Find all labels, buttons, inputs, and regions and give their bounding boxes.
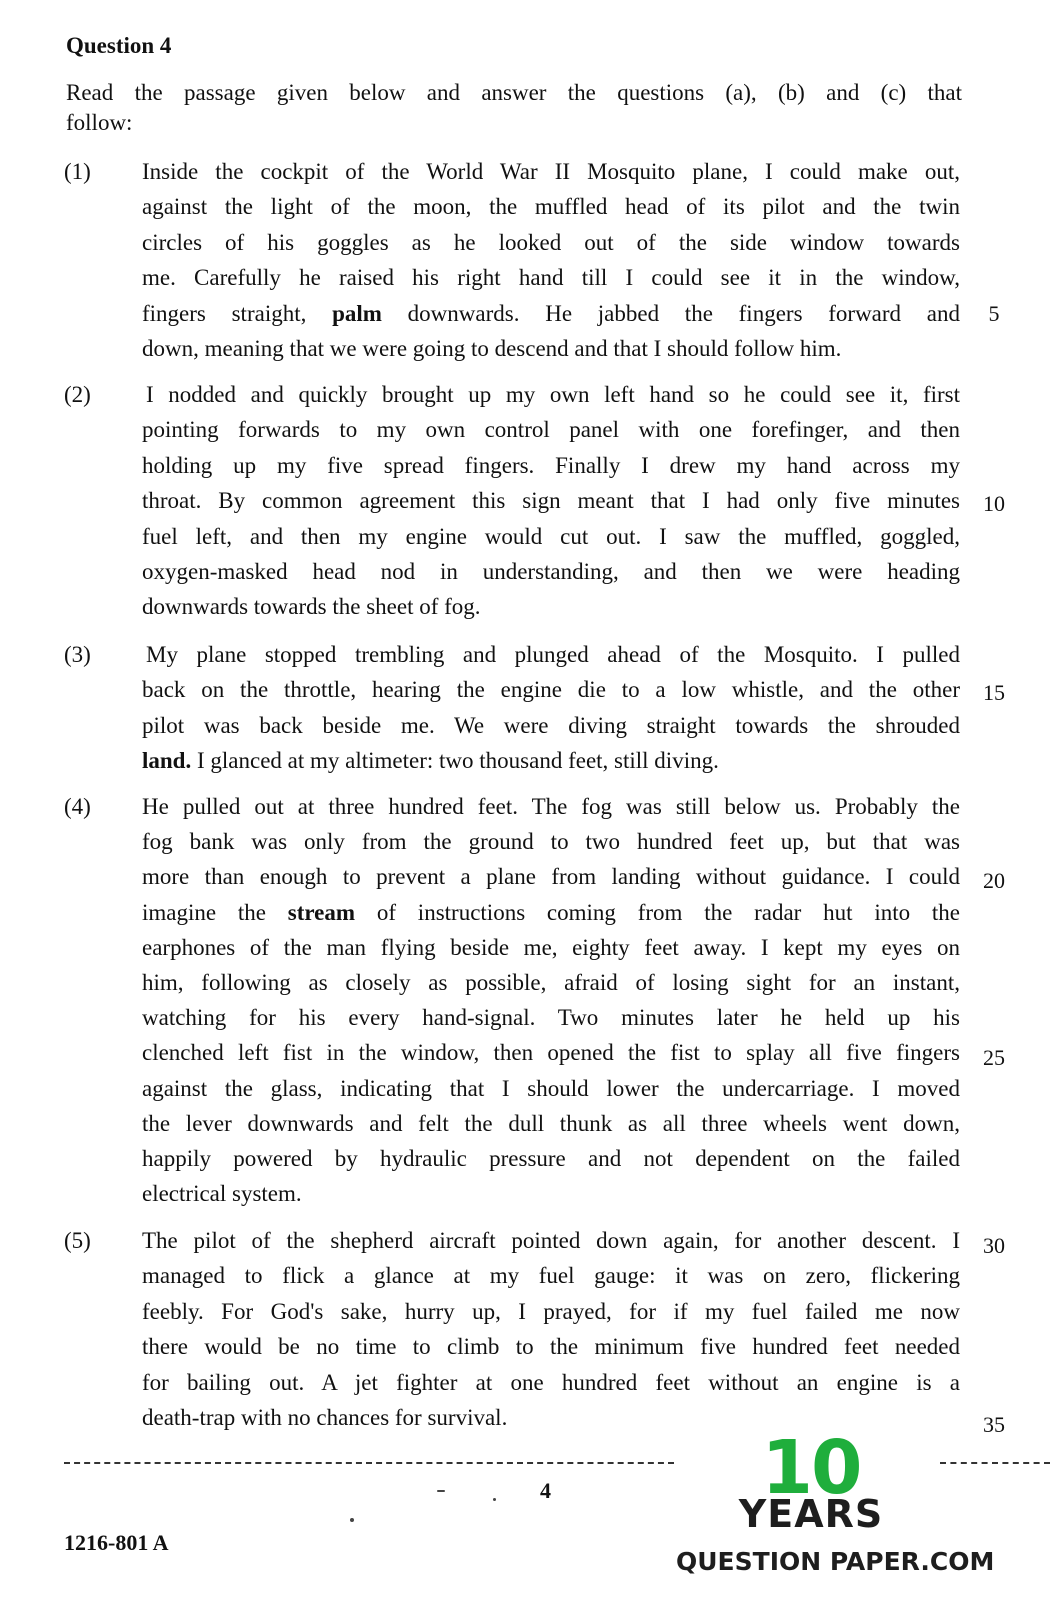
paragraph-text: [142, 154, 960, 366]
passage-line: oxygen-masked head nod in understanding, and then we were heading: [142, 559, 960, 585]
passage-line: fuel left, and then my engine would cut out. I saw the muffled, goggled,: [142, 523, 960, 549]
line-number-marker: 10: [983, 491, 1005, 516]
passage-line: against the glass, indicating that I should lower the undercarriage. I moved: [142, 1075, 960, 1101]
passage-line: pilot was back beside me. We were diving straight towards the shrouded: [142, 712, 960, 738]
paragraph-number: (4): [64, 794, 91, 819]
passage-line: watching for his every hand-signal. Two minutes later he held up his: [142, 1005, 960, 1031]
line-number-marker: 30: [983, 1233, 1005, 1258]
passage-line: me. Carefully he raised his right hand till I could see it in the window,: [142, 265, 960, 291]
paragraph-number: (3): [64, 642, 91, 667]
paragraph-number: (2): [64, 382, 91, 407]
passage-line: down, meaning that we were going to descend and that I should follow him.: [142, 336, 842, 362]
passage-line: back on the throttle, hearing the engine die to a low whistle, and the other: [142, 677, 960, 703]
line-number-marker: 35: [983, 1412, 1005, 1437]
passage-line: My plane stopped trembling and plunged ahead of the Mosquito. I pulled: [146, 642, 960, 667]
passage-line: circles of his goggles as he looked out of the side window towards: [142, 229, 960, 255]
footer-rule-right: [940, 1462, 1050, 1464]
paper-code: 1216-801 A: [64, 1530, 169, 1555]
passage-line: throat. By common agreement this sign meant that I had only five minutes: [142, 488, 960, 514]
paragraph-number: (5): [64, 1228, 91, 1253]
passage-line: downwards towards the sheet of fog.: [142, 594, 481, 620]
passage-line: feebly. For God's sake, hurry up, I prayed, for if my fuel failed me now: [142, 1298, 960, 1324]
page-number: 4: [540, 1478, 551, 1503]
passage-line: for bailing out. A jet fighter at one hundred feet without an engine is a: [142, 1369, 960, 1395]
line-number-marker: 25: [983, 1045, 1005, 1070]
line-number-marker: 15: [983, 680, 1005, 705]
logo-number: 10: [761, 1425, 861, 1511]
passage-line: fog bank was only from the ground to two hundred feet up, but that was: [142, 829, 960, 855]
paragraph-number: (1): [64, 159, 91, 184]
passage-line: I nodded and quickly brought up my own left hand so he could see it, first: [146, 382, 960, 407]
passage-line: pointing forwards to my own control panel with one forefinger, and then: [142, 417, 960, 443]
paragraph-text: [142, 637, 960, 779]
passage-line: him, following as closely as possible, afraid of losing sight for an instant,: [142, 970, 960, 996]
passage-line: the lever downwards and felt the dull thunk as all three wheels went down,: [142, 1110, 960, 1136]
passage-line: He pulled out at three hundred feet. The fog was still below us. Probably the: [142, 794, 960, 819]
passage-line: Inside the cockpit of the World War II Mosquito plane, I could make out,: [142, 159, 960, 184]
passage-line: earphones of the man flying beside me, eighty feet away. I kept my eyes on: [142, 934, 960, 960]
passage-line: fingers straight, palm downwards. He jabbed the fingers forward and: [142, 300, 960, 326]
passage-line: death-trap with no chances for survival.: [142, 1405, 508, 1431]
print-speck: [437, 1490, 445, 1492]
passage-line: land. I glanced at my altimeter: two thousand feet, still diving.: [142, 748, 719, 774]
instruction-line: follow:: [66, 110, 133, 135]
instruction-line: Read the passage given below and answer the questions (a), (b) and (c) that: [66, 80, 962, 105]
passage-line: more than enough to prevent a plane from landing without guidance. I could: [142, 864, 960, 890]
passage-line: holding up my five spread fingers. Finally I drew my hand across my: [142, 452, 960, 478]
paragraph-text: [142, 789, 960, 1211]
passage-line: imagine the stream of instructions coming from the radar hut into the: [142, 899, 960, 925]
line-number-marker: 5: [988, 301, 1000, 326]
question-title: Question 4: [66, 33, 172, 58]
logo-site: QUESTION PAPER.COM: [676, 1547, 995, 1576]
passage-line: clenched left fist in the window, then opened the fist to splay all five fingers: [142, 1040, 960, 1066]
watermark-logo: [676, 1425, 995, 1596]
footer-rule-left: [64, 1462, 674, 1464]
passage-line: The pilot of the shepherd aircraft pointed down again, for another descent. I: [142, 1228, 960, 1253]
passage-line: managed to flick a glance at my fuel gauge: it was on zero, flickering: [142, 1263, 960, 1289]
question-instructions: [66, 78, 962, 138]
passage-line: against the light of the moon, the muffled head of its pilot and the twin: [142, 194, 960, 220]
line-number-marker: 20: [983, 868, 1005, 893]
paragraph-text: [142, 1223, 960, 1435]
logo-years: YEARS: [738, 1492, 884, 1536]
passage-line: electrical system.: [142, 1181, 302, 1207]
print-speck: [350, 1518, 354, 1522]
paragraph-text: [142, 377, 960, 625]
passage-line: happily powered by hydraulic pressure and not dependent on the failed: [142, 1146, 960, 1172]
print-speck: [493, 1498, 496, 1501]
passage-line: there would be no time to climb to the minimum five hundred feet needed: [142, 1334, 960, 1360]
